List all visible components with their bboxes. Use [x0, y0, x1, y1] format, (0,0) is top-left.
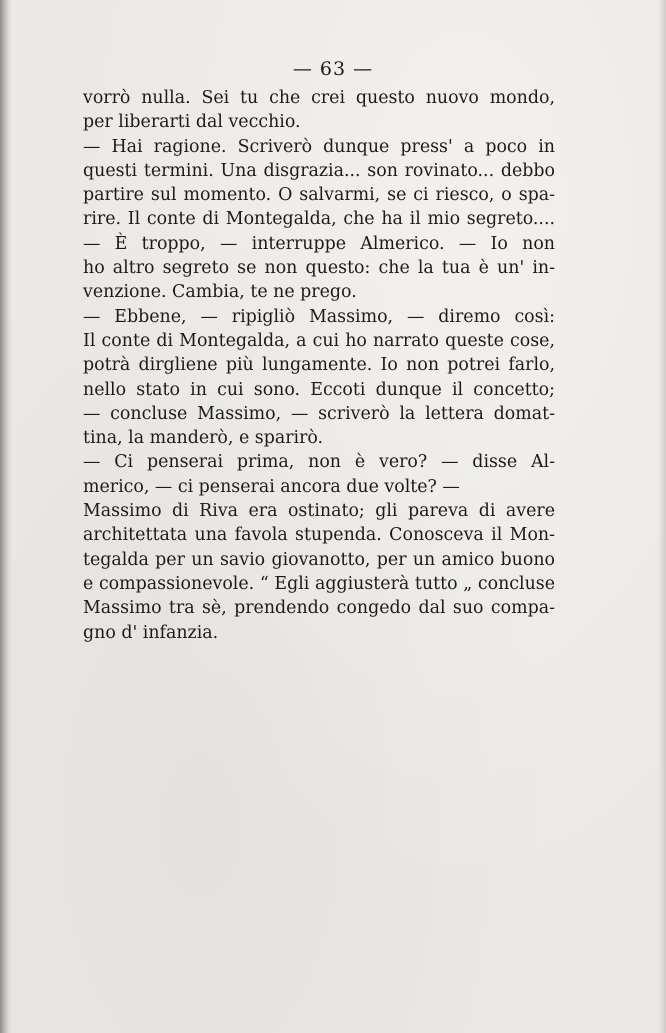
text-line: venzione. Cambia, te ne prego.	[83, 282, 357, 303]
text-line: Massimo di Riva era ostinato; gli pareva di avere	[83, 501, 555, 522]
text-line: per liberarti dal vecchio.	[83, 112, 301, 133]
text-line: gno d' infanzia.	[83, 622, 219, 643]
text-line: questi termini. Una disgrazia... son rovinato... debbo	[83, 160, 555, 181]
page-number: — 63 —	[292, 58, 374, 80]
page-binding-edge	[0, 0, 12, 1033]
body-text	[83, 86, 555, 645]
text-line: vorrò nulla. Sei tu che crei questo nuovo mondo,	[83, 88, 555, 108]
text-line: — Hai ragione. Scriverò dunque press' a poco in	[83, 136, 555, 157]
text-line: architettata una favola stupenda. Conosceva il Mon-	[83, 525, 555, 546]
text-line: — Ci penserai prima, non è vero? — disse Al-	[83, 452, 555, 473]
text-line: tina, la manderò, e sparirò.	[83, 428, 324, 449]
text-line: Massimo tra sè, prendendo congedo dal suo compa-	[83, 598, 555, 619]
text-line: tegalda per un savio giovanotto, per un amico buono	[83, 549, 555, 570]
text-line: Il conte di Montegalda, a cui ho narrato queste cose,	[83, 330, 555, 351]
text-line: potrà dirgliene più lungamente. Io non potrei farlo,	[83, 355, 555, 376]
text-line: nello stato in cui sono. Eccoti dunque il concetto;	[83, 379, 555, 400]
text-line: — concluse Massimo, — scriverò la lettera domat-	[83, 403, 555, 424]
text-line: — Ebbene, — ripigliò Massimo, — diremo così:	[83, 306, 555, 327]
text-line: e compassionevole. “ Egli aggiusterà tutto „ concluse	[83, 573, 555, 594]
text-line: — È troppo, — interruppe Almerico. — Io non	[83, 233, 555, 254]
text-line: partire sul momento. O salvarmi, se ci riesco, o spa-	[83, 185, 555, 206]
page-right-edge	[658, 0, 666, 1033]
text-line: rire. Il conte di Montegalda, che ha il mio segreto....	[83, 209, 555, 230]
text-line: ho altro segreto se non questo: che la tua è un' in-	[83, 258, 555, 279]
text-line: merico, — ci penserai ancora due volte? —	[83, 476, 460, 497]
